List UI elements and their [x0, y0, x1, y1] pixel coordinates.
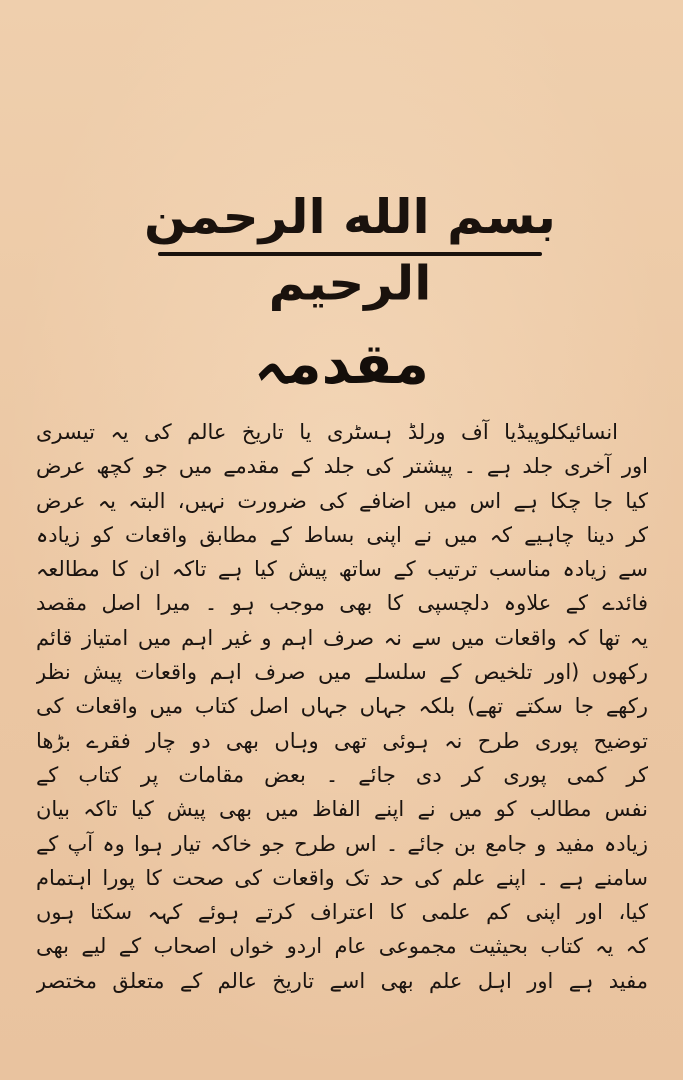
- text-line: کر دینا چاہیے کہ میں نے اپنی بساط کے مطابق واقعات کو زیادہ: [36, 522, 648, 547]
- text-line: کیا جا چکا ہے اس میں اضافے کی ضرورت نہیں، البتہ یہ عرض: [36, 488, 648, 513]
- text-line: زیادہ مفید و جامع بن جائے ۔ اس طرح جو خاکہ تیار ہوا وہ آپ کے: [36, 831, 648, 856]
- text-line: فائدے کے علاوہ دلچسپی کا بھی موجب ہو ۔ میرا اصل مقصد: [36, 591, 648, 616]
- bismillah-underline: [158, 252, 542, 256]
- text-line: مفید ہے اور اہل علم بھی اسے تاریخ عالم کے متعلق مختصر: [36, 968, 648, 993]
- text-line: سامنے ہے ۔ اپنے علم کی حد تک واقعات کی صحت کا پورا اہتمام: [36, 865, 648, 890]
- text-line: کہ یہ کتاب بحیثیت مجموعی عام اردو خواں اصحاب کے لیے بھی: [36, 934, 648, 959]
- text-line: نفس مطالب کو میں نے اپنے الفاظ میں بھی پیش کیا تاکہ بیان: [36, 797, 648, 822]
- text-line: رکھے جا سکتے تھے) بلکہ جہاں جہاں اصل کتاب میں واقعات کی: [36, 694, 648, 719]
- page-title: مقدمہ: [254, 332, 429, 397]
- text-line: رکھوں (اور تلخیص کے سلسلے میں صرف اہم واقعات پیش نظر: [36, 660, 648, 685]
- text-line: یہ تھا کہ واقعات میں سے نہ صرف اہم و غیر اہم میں امتیاز قائم: [36, 625, 648, 650]
- bismillah-calligraphy: [140, 180, 560, 311]
- text-line: کر کمی پوری کر دی جائے ۔ بعض مقامات پر کتاب کے: [36, 762, 648, 787]
- body-paragraph: [36, 415, 648, 998]
- text-line: انسائیکلوپیڈیا آف ورلڈ ہسٹری یا تاریخ عالم کی یہ تیسری: [36, 420, 618, 444]
- text-line: سے زیادہ مناسب ترتیب کے ساتھ پیش کیا ہے تاکہ ان کا مطالعہ: [36, 557, 648, 582]
- text-line: اور آخری جلد ہے ۔ پیشتر کی جلد کے مقدمے میں جو کچھ عرض: [36, 454, 648, 479]
- bismillah-text: بسم الله الرحمن الرحیم: [144, 189, 556, 311]
- text-line: توضیح پوری طرح نہ ہوئی تھی وہاں بھی دو چار فقرے بڑھا: [36, 728, 648, 753]
- text-line: کیا، اور اپنی کم علمی کا اعتراف کرتے ہوئے کہہ سکتا ہوں: [36, 900, 648, 925]
